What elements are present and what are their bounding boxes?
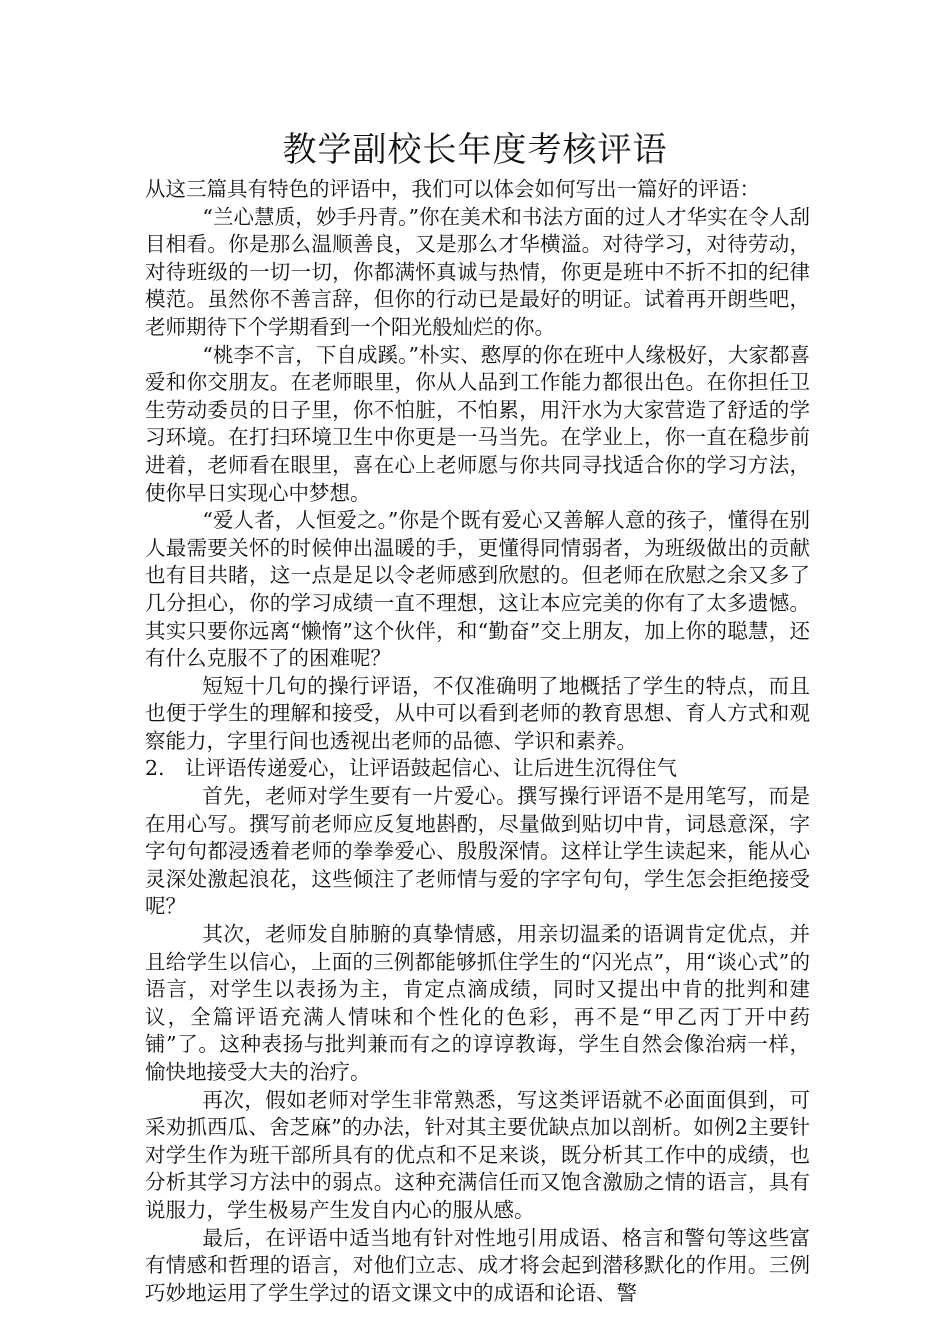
paragraph-second: 其次，老师发自肺腑的真挚情感，用亲切温柔的语调肯定优点，并且给学生以信心，上面的三例都能够抓住学生的“闪光点”，用“谈心式”的语言，对学生以表扬为主，肯定点滴成绩，同时又提出中肯的批判和建议，全篇评语充满人情味和个性化的色彩，再不是“甲乙丙丁开中药铺”了。这种表扬与批判兼而有之的谆谆教诲，学生自然会像治病一样，愉快地接受大夫的治疗。	[145, 922, 810, 1084]
paragraph-example-3: “爱人者，人恒爱之。”你是个既有爱心又善解人意的孩子，懂得在别人最需要关怀的时候伸出温暖的手，更懂得同情弱者，为班级做出的贡献也有目共睹，这一点是足以令老师感到欣慰的。但老师在欣慰之余又多了几分担心，你的学习成绩一直不理想，这让本应完美的你有了太多遗憾。其实只要你远离“懒惰”这个伙伴，和“勤奋”交上朋友，加上你的聪慧，还有什么克服不了的困难呢？	[145, 508, 810, 671]
paragraph-last: 最后，在评语中适当地有针对性地引用成语、格言和警句等这些富有情感和哲理的语言，对他们立志、成才将会起到潜移默化的作用。三例巧妙地运用了学生学过的语文课文中的成语和论语、警	[145, 1225, 810, 1305]
document-body	[145, 176, 810, 1307]
paragraph-third: 再次，假如老师对学生非常熟悉，写这类评语就不必面面俱到，可采劝抓西瓜、舍芝麻”的办法，针对其主要优缺点加以剖析。如例2主要针对学生作为班干部所具有的优点和不足来谈，既分析其工作中的成绩，也分析其学习方法中的弱点。这种充满信任而又饱含激励之情的语言，具有说服力，学生极易产生发自内心的服从感。	[145, 1087, 810, 1222]
paragraph-intro: 从这三篇具有特色的评语中，我们可以体会如何写出一篇好的评语：	[145, 177, 760, 201]
paragraph-example-2: “桃李不言，下自成蹊。”朴实、憨厚的你在班中人缘极好，大家都喜爱和你交朋友。在老师眼里，你从人品到工作能力都很出色。在你担任卫生劳动委员的日子里，你不怕脏，不怕累，用汗水为大家营造了舒适的学习环境。在打扫环境卫生中你更是一马当先。在学业上，你一直在稳步前进着，老师看在眼里，喜在心上老师愿与你共同寻找适合你的学习方法，使你早日实现心中梦想。	[145, 342, 810, 505]
paragraph-summary: 短短十几句的操行评语，不仅准确明了地概括了学生的特点，而且也便于学生的理解和接受，从中可以看到老师的教育思想、育人方式和观察能力，字里行间也透视出老师的品德、学识和素养。	[145, 673, 810, 753]
paragraph-example-1: “兰心慧质，妙手丹青。”你在美术和书法方面的过人才华实在令人刮目相看。你是那么温顺善良，又是那么才华横溢。对待学习，对待劳动，对待班级的一切一切，你都满怀真诚与热情，你更是班中不折不扣的纪律模范。虽然你不善言辞，但你的行动已是最好的明证。试着再开朗些吧，老师期待下个学期看到一个阳光般灿烂的你。	[145, 204, 810, 339]
section-heading-2: 2. 让评语传递爱心，让评语鼓起信心、让后进生沉得住气	[145, 756, 678, 781]
document-title: 教学副校长年度考核评语	[282, 130, 668, 170]
paragraph-first: 首先，老师对学生要有一片爱心。撰写操行评语不是用笔写，而是在用心写。撰写前老师应反复地斟酌，尽量做到贴切中肯，词恳意深，字字句句都浸透着老师的拳拳爱心、殷殷深情。这样让学生读起来，能从心灵深处激起浪花，这些倾注了老师情与爱的字字句句，学生怎会拒绝接受呢？	[145, 784, 810, 919]
